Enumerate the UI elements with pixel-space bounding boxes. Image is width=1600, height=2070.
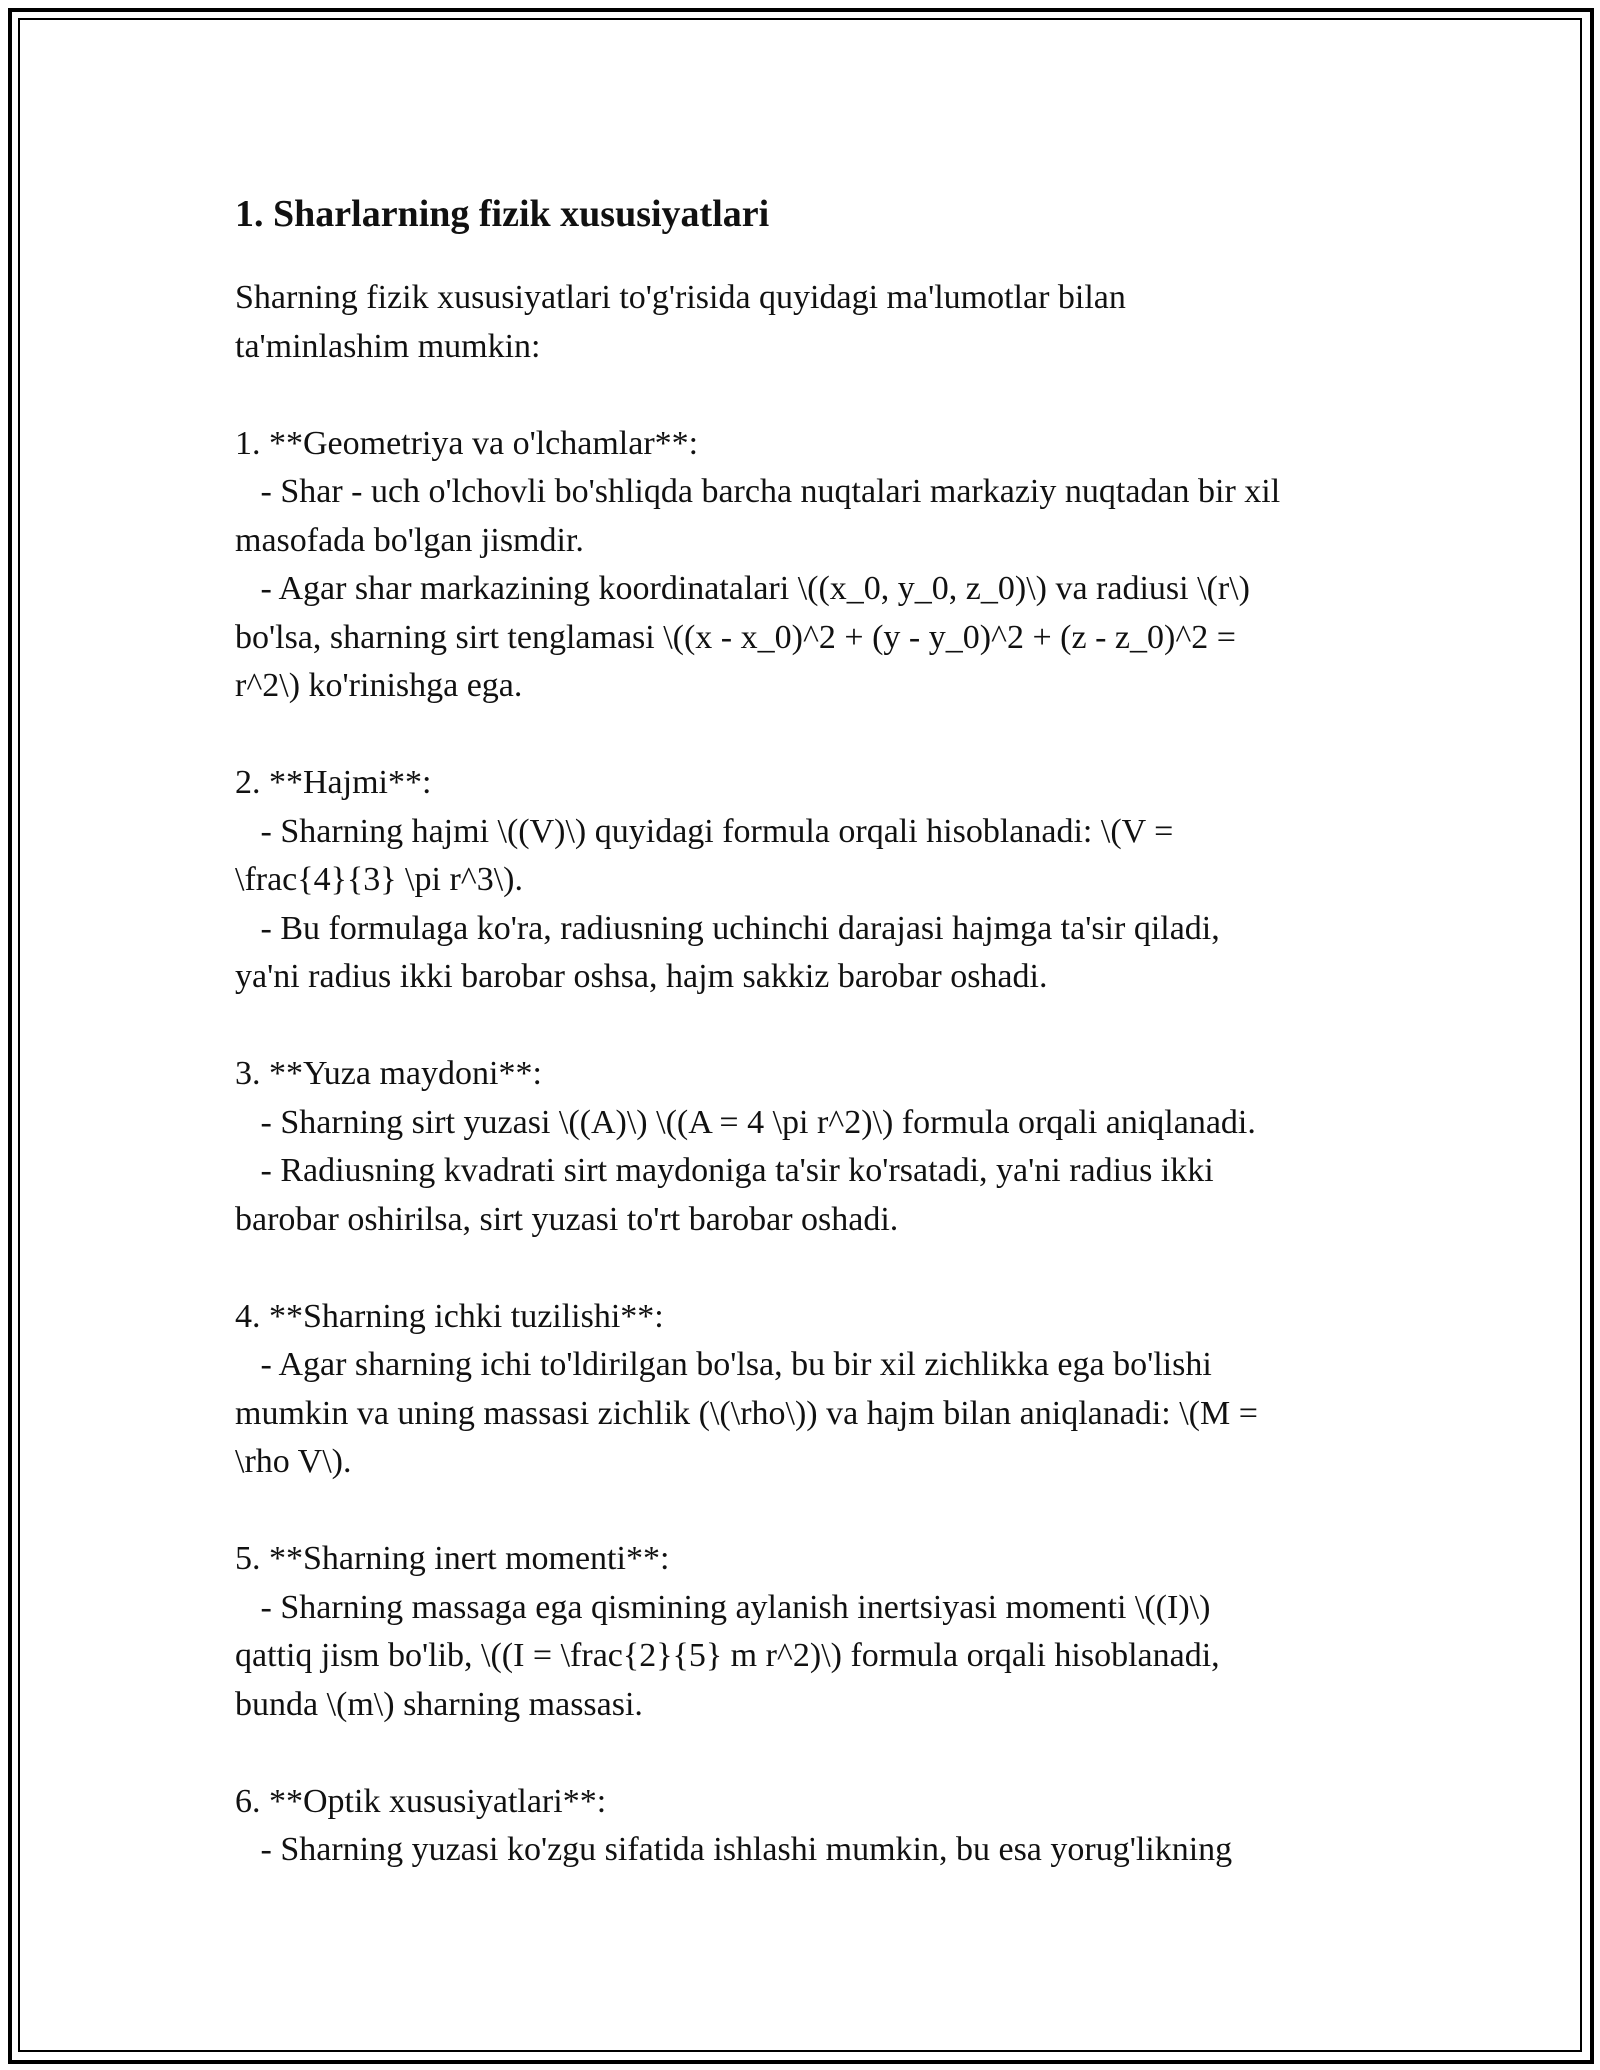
text-line: barobar oshirilsa, sirt yuzasi to'rt barobar oshadi. xyxy=(235,1200,899,1238)
text-line: - Sharning sirt yuzasi \((A)\) \((A = 4 \pi r^2)\) formula orqali aniqlanadi. xyxy=(235,1103,1256,1141)
text-line: \rho V\). xyxy=(235,1443,352,1480)
text-line: - Bu formulaga ko'ra, radiusning uchinchi darajasi hajmga ta'sir qiladi, xyxy=(235,909,1220,947)
text-line: 1. **Geometriya va o'lchamlar**: xyxy=(235,424,699,462)
text-line: - Agar sharning ichi to'ldirilgan bo'lsa, bu bir xil zichlikka ega bo'lishi xyxy=(235,1346,1212,1383)
text-line: masofada bo'lgan jismdir. xyxy=(235,521,584,559)
document-title: 1. Sharlarning fizik xususiyatlari xyxy=(235,193,770,235)
text-line: 6. **Optik xususiyatlari**: xyxy=(235,1782,607,1820)
text-line: mumkin va uning massasi zichlik (\(\rho\)) va hajm bilan aniqlanadi: \(M = xyxy=(235,1394,1258,1432)
text-line: r^2\) ko'rinishga ega. xyxy=(235,667,523,704)
blank-line xyxy=(235,1729,1385,1778)
blank-line xyxy=(235,1487,1385,1536)
text-line: ta'minlashim mumkin: xyxy=(235,327,541,365)
document-body xyxy=(235,188,1385,1875)
text-line: - Radiusning kvadrati sirt maydoniga ta'sir ko'rsatadi, ya'ni radius ikki xyxy=(235,1152,1214,1189)
text-line: 4. **Sharning ichki tuzilishi**: xyxy=(235,1297,664,1335)
text-line: ya'ni radius ikki barobar oshsa, hajm sakkiz barobar oshadi. xyxy=(235,958,1048,995)
text-line: - Sharning massaga ega qismining aylanish inertsiyasi momenti \((I)\) xyxy=(235,1588,1211,1626)
text-line: bo'lsa, sharning sirt tenglamasi \((x - x_0)^2 + (y - y_0)^2 + (z - z_0)^2 = xyxy=(235,618,1236,656)
text-line: 3. **Yuza maydoni**: xyxy=(235,1055,542,1092)
document-text xyxy=(235,274,1385,1875)
blank-line xyxy=(235,711,1385,760)
blank-line xyxy=(235,1244,1385,1293)
blank-line xyxy=(235,1002,1385,1051)
text-line: Sharning fizik xususiyatlari to'g'risida quyidagi ma'lumotlar bilan xyxy=(235,279,1126,316)
text-line: 5. **Sharning inert momenti**: xyxy=(235,1540,670,1577)
text-line: - Shar - uch o'lchovli bo'shliqda barcha nuqtalari markaziy nuqtadan bir xil xyxy=(235,473,1281,510)
text-line: qattiq jism bo'lib, \((I = \frac{2}{5} m r^2)\) formula orqali hisoblanadi, xyxy=(235,1637,1220,1674)
text-line: 2. **Hajmi**: xyxy=(235,764,432,801)
blank-line xyxy=(235,371,1385,420)
text-line: - Agar shar markazining koordinatalari \((x_0, y_0, z_0)\) va radiusi \(r\) xyxy=(235,570,1250,607)
text-line: - Sharning hajmi \((V)\) quyidagi formula orqali hisoblanadi: \(V = xyxy=(235,812,1174,850)
text-line: \frac{4}{3} \pi r^3\). xyxy=(235,861,523,898)
text-line: bunda \(m\) sharning massasi. xyxy=(235,1685,643,1723)
text-line: - Sharning yuzasi ko'zgu sifatida ishlashi mumkin, bu esa yorug'likning xyxy=(235,1831,1233,1868)
